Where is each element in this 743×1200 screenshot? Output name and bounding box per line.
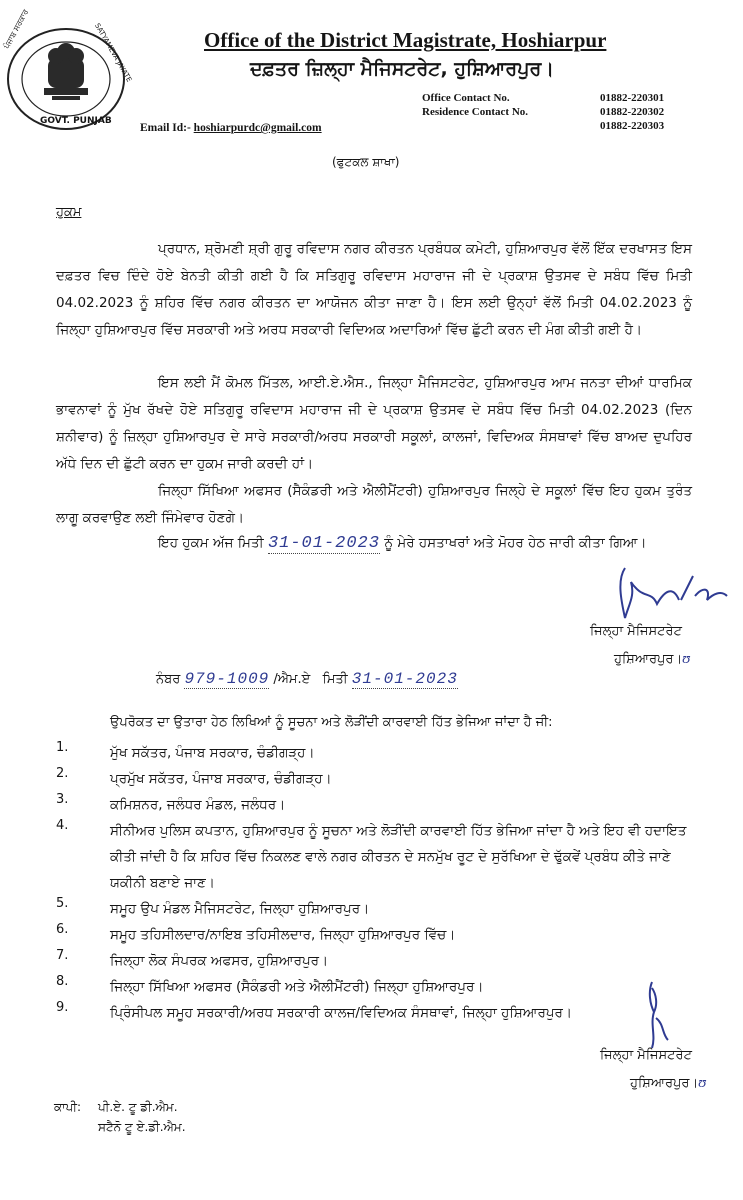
contact-number: 01882-220302 xyxy=(600,106,665,118)
email-line xyxy=(140,122,322,134)
number-suffix: /ਐਮ.ਏ xyxy=(273,672,311,687)
contact-block xyxy=(422,92,682,134)
number-prefix: ਨੰਬਰ xyxy=(156,672,181,687)
contact-row xyxy=(422,120,682,134)
list-text: ਜਿਲ੍ਹਾ ਸਿੱਖਿਆ ਅਫਸਰ (ਸੈਕੰਡਰੀ ਅਤੇ ਐਲੀਮੈਂਟਰੀ) ਜਿਲ੍ਹਾ ਹੁਸ਼ਿਆਰਪੁਰ। xyxy=(110,979,484,995)
initial-mark: ʊ xyxy=(698,1075,707,1091)
list-text: ਸਮੂਹ ਤਹਿਸੀਲਦਾਰ/ਨਾਇਬ ਤਹਿਸੀਲਦਾਰ, ਜਿਲ੍ਹਾ ਹੁਸ਼ਿਆਰਪੁਰ ਵਿੱਚ। xyxy=(110,927,456,943)
copy-recipient: ਸਟੈਨੋ ਟੂ ਏ.ਡੀ.ਐਮ. xyxy=(98,1120,186,1134)
order-paragraph-2: ਇਸ ਲਈ ਮੈਂ ਕੋਮਲ ਮਿੱਤਲ, ਆਈ.ਏ.ਐਸ., ਜਿਲ੍ਹਾ ਮੈਜਿਸਟਰੇਟ, ਹੁਸ਼ਿਆਰਪੁਰ ਆਮ ਜਨਤਾ ਦੀਆਂ ਧਾਰਮਿਕ ਭਾਵਨਾਵਾਂ ਨੂੰ ਮੁੱਖ ਰੱਖਦੇ ਹੋਏ ਸਤਿਗੁਰੂ ਰਵਿਦਾਸ ਮਹਾਰਾਜ ਜੀ ਦੇ ਪ੍ਰਕਾਸ਼ ਉਤਸਵ ਦੇ ਸਬੰਧ ਵਿੱਚ ਮਿਤੀ 04.02.2023 (ਦਿਨ ਸ਼ਨੀਵਾਰ) ਨੂੰ ਜ਼ਿਲ੍ਹਾ ਹੁਸ਼ਿਆਰਪੁਰ ਦੇ ਸਾਰੇ ਸਰਕਾਰੀ/ਅਰਧ ਸਰਕਾਰੀ ਸਕੂਲਾਂ, ਕਾਲਜਾਂ, ਵਿਦਿਅਕ ਸੰਸਥਾਵਾਂ ਵਿੱਚ ਬਾਅਦ ਦੁਪਹਿਰ ਅੱਧੇ ਦਿਨ ਦੀ ਛੁੱਟੀ ਕਰਨ ਦਾ ਹੁਕਮ ਜਾਰੀ ਕਰਦੀ ਹਾਂ। xyxy=(56,375,692,472)
list-number: 2. xyxy=(56,766,69,781)
date-label: ਮਿਤੀ xyxy=(322,672,348,687)
list-text: ਪ੍ਰਿੰਸੀਪਲ ਸਮੂਹ ਸਰਕਾਰੀ/ਅਰਧ ਸਰਕਾਰੀ ਕਾਲਜ/ਵਿਦਿਅਕ ਸੰਸਥਾਵਾਂ, ਜਿਲ੍ਹਾ ਹੁਸ਼ਿਆਰਪੁਰ। xyxy=(110,1005,572,1021)
list-number: 8. xyxy=(56,974,69,989)
signatory-place-2: ਹੁਸ਼ਿਆਰਪੁਰ।ʊ xyxy=(630,1075,707,1091)
signature-icon xyxy=(622,978,692,1053)
signature-2 xyxy=(622,978,692,1053)
list-text: ਜਿਲ੍ਹਾ ਲੋਕ ਸੰਪਰਕ ਅਫਸਰ, ਹੁਸ਼ਿਆਰਪੁਰ। xyxy=(110,953,329,969)
reference-number-line xyxy=(156,670,458,688)
list-text: ਸਮੂਹ ਉਪ ਮੰਡਲ ਮੈਜਿਸਟਰੇਟ, ਜਿਲ੍ਹਾ ਹੁਸ਼ਿਆਰਪੁਰ। xyxy=(110,901,370,917)
order-paragraph-4 xyxy=(56,530,692,557)
signature-icon xyxy=(595,560,735,630)
list-number: 5. xyxy=(56,896,69,911)
signatory-title-1: ਜਿਲ੍ਹਾ ਮੈਜਿਸਟਰੇਟ xyxy=(590,624,682,639)
list-number: 7. xyxy=(56,948,69,963)
contact-row xyxy=(422,92,682,106)
list-number: 9. xyxy=(56,1000,69,1015)
issue-text-before: ਇਹ ਹੁਕਮ ਅੱਜ ਮਿਤੀ xyxy=(158,535,264,551)
contact-number: 01882-220303 xyxy=(600,120,665,132)
list-number: 1. xyxy=(56,740,69,755)
list-text: ਸੀਨੀਅਰ ਪੁਲਿਸ ਕਪਤਾਨ, ਹੁਸ਼ਿਆਰਪੁਰ ਨੂੰ ਸੂਚਨਾ ਅਤੇ ਲੋੜੀਂਦੀ ਕਾਰਵਾਈ ਹਿੱਤ ਭੇਜਿਆ ਜਾਂਦਾ ਹੈ ਅਤੇ ਇਹ ਵੀ ਹਦਾਇਤ ਕੀਤੀ ਜਾਂਦੀ ਹੈ ਕਿ ਸ਼ਹਿਰ ਵਿੱਚ ਨਿਕਲਣ ਵਾਲੇ ਨਗਰ ਕੀਰਤਨ ਦੇ ਸਨਮੁੱਖ ਰੂਟ ਦੇ ਸੁਰੱਖਿਆ ਦੇ ਢੁੱਕਵੇਂ ਪ੍ਰਬੰਧ ਕੀਤੇ ਜਾਣੇ ਯਕੀਨੀ ਬਣਾਏ ਜਾਣ। xyxy=(110,823,687,891)
list-item xyxy=(56,766,696,792)
list-text: ਕਮਿਸ਼ਨਰ, ਜਲੰਧਰ ਮੰਡਲ, ਜਲੰਧਰ। xyxy=(110,797,286,813)
order-paragraph-1: ਪ੍ਰਧਾਨ, ਸ਼੍ਰੋਮਣੀ ਸ਼੍ਰੀ ਗੁਰੂ ਰਵਿਦਾਸ ਨਗਰ ਕੀਰਤਨ ਪ੍ਰਬੰਧਕ ਕਮੇਟੀ, ਹੁਸ਼ਿਆਰਪੁਰ ਵੱਲੋਂ ਇੱਕ ਦਰਖਾਸਤ ਇਸ ਦਫ਼ਤਰ ਵਿਚ ਦਿੰਦੇ ਹੋਏ ਬੇਨਤੀ ਕੀਤੀ ਗਈ ਹੈ ਕਿ ਸਤਿਗੁਰੂ ਰਵਿਦਾਸ ਮਹਾਰਾਜ ਜੀ ਦੇ ਪ੍ਰਕਾਸ਼ ਉਤਸਵ ਦੇ ਸਬੰਧ ਵਿੱਚ ਮਿਤੀ 04.02.2023 ਨੂੰ ਸ਼ਹਿਰ ਵਿੱਚ ਨਗਰ ਕੀਰਤਨ ਦਾ ਆਯੋਜਨ ਕੀਤਾ ਜਾਣਾ ਹੈ। ਇਸ ਲਈ ਉਨ੍ਹਾਂ ਵੱਲੋਂ ਮਿਤੀ 04.02.2023 ਨੂੰ ਜਿਲ੍ਹਾ ਹੁਸ਼ਿਆਰਪੁਰ ਵਿੱਚ ਸਰਕਾਰੀ ਅਤੇ ਅਰਧ ਸਰਕਾਰੀ ਵਿਦਿਅਕ ਅਦਾਰਿਆਂ ਵਿੱਚ ਛੁੱਟੀ ਕਰਨ ਦੀ ਮੰਗ ਕੀਤੀ ਗਈ ਹੈ। xyxy=(56,241,692,338)
office-title-english: Office of the District Magistrate, Hoshiarpur xyxy=(204,28,607,52)
issue-date-handwritten: 31-01-2023 xyxy=(267,534,380,553)
contact-row xyxy=(422,106,682,120)
seal-text-left: ਪੰਜਾਬ ਸਰਕਾਰ xyxy=(2,7,31,51)
dispatch-intro: ਉਪਰੋਕਤ ਦਾ ਉਤਾਰਾ ਹੇਠ ਲਿਖਿਆਂ ਨੂੰ ਸੂਚਨਾ ਅਤੇ ਲੋੜੀਂਦੀ ਕਾਰਵਾਈ ਹਿੱਤ ਭੇਜਿਆ ਜਾਂਦਾ ਹੈ ਜੀ: xyxy=(110,715,553,730)
branch-label: (ਫੁਟਕਲ ਸ਼ਾਖਾ) xyxy=(332,155,400,169)
list-item xyxy=(56,974,696,1000)
office-title-punjabi: ਦਫ਼ਤਰ ਜ਼ਿਲ੍ਹਾ ਮੈਜਿਸਟਰੇਟ, ਹੁਸ਼ਿਆਰਪੁਰ। xyxy=(250,58,555,80)
initial-mark: ʊ xyxy=(682,651,691,667)
list-item xyxy=(56,792,696,818)
reference-date: 31-01-2023 xyxy=(351,670,458,688)
contact-label: Office Contact No. xyxy=(422,92,510,104)
order-paragraph-3: ਜਿਲ੍ਹਾ ਸਿੱਖਿਆ ਅਫਸਰ (ਸੈਕੰਡਰੀ ਅਤੇ ਐਲੀਮੈਂਟਰੀ) ਹੁਸ਼ਿਆਰਪੁਰ ਜਿਲ੍ਹੇ ਦੇ ਸਕੂਲਾਂ ਵਿੱਚ ਇਹ ਹੁਕਮ ਤੁਰੰਤ ਲਾਗੂ ਕਰਵਾਉਣ ਲਈ ਜਿੰਮੇਵਾਰ ਹੋਣਗੇ। xyxy=(56,483,692,526)
list-number: 4. xyxy=(56,818,69,833)
issue-text-after: ਨੂੰ ਮੇਰੇ ਹਸਤਾਖਰਾਂ ਅਤੇ ਮੋਹਰ ਹੇਠ ਜਾਰੀ ਕੀਤਾ ਗਿਆ। xyxy=(384,535,647,551)
signature-1 xyxy=(595,560,735,630)
copy-label: ਕਾਪੀ: xyxy=(54,1100,82,1114)
reference-number: 979-1009 xyxy=(184,670,270,688)
list-number: 3. xyxy=(56,792,69,807)
seal-text-bottom: GOVT. PUNJAB xyxy=(40,116,112,126)
recipient-list xyxy=(56,740,696,1026)
contact-label: Residence Contact No. xyxy=(422,106,529,118)
order-heading: ਹੁਕਮ xyxy=(56,205,82,220)
list-item xyxy=(56,922,696,948)
list-item xyxy=(56,818,696,896)
list-item xyxy=(56,740,696,766)
signatory-place-1: ਹੁਸ਼ਿਆਰਪੁਰ।ʊ xyxy=(614,651,691,667)
list-text: ਮੁੱਖ ਸਕੱਤਰ, ਪੰਜਾਬ ਸਰਕਾਰ, ਚੰਡੀਗੜ੍ਹ। xyxy=(110,745,315,761)
email-link[interactable]: hoshiarpurdc@gmail.com xyxy=(193,122,322,134)
seal-text-right: SATYAMEVA JAYATE xyxy=(93,22,134,84)
contact-number: 01882-220301 xyxy=(600,92,665,104)
copy-recipient: ਪੀ.ਏ. ਟੂ ਡੀ.ਐਮ. xyxy=(98,1100,178,1114)
list-item xyxy=(56,1000,696,1026)
signatory-title-2: ਜਿਲ੍ਹਾ ਮੈਜਿਸਟਰੇਟ xyxy=(600,1048,692,1063)
email-label: Email Id:- xyxy=(140,122,191,134)
list-item xyxy=(56,948,696,974)
list-number: 6. xyxy=(56,922,69,937)
list-item xyxy=(56,896,696,922)
list-text: ਪ੍ਰਮੁੱਖ ਸਕੱਤਰ, ਪੰਜਾਬ ਸਰਕਾਰ, ਚੰਡੀਗੜ੍ਹ। xyxy=(110,771,332,787)
